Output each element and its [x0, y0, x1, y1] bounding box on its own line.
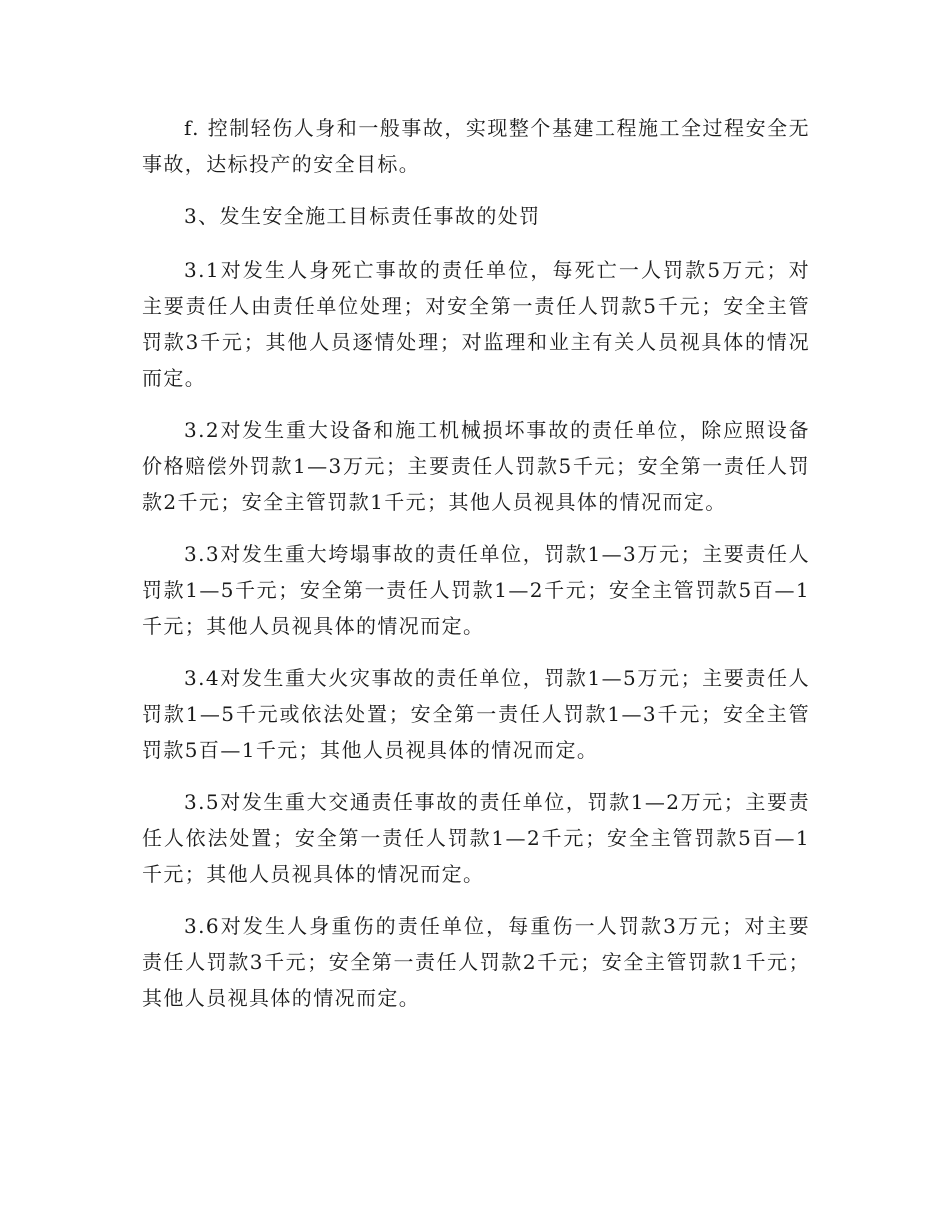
paragraph-3-4-fire-accident: 3.4对发生重大火灾事故的责任单位，罚款1—5万元；主要责任人罚款1—5千元或依法处置；安全第一责任人罚款1—3千元；安全主管罚款5百—1千元；其他人员视具体的情况而定。 — [142, 666, 810, 762]
paragraph-3-3-collapse-accident: 3.3对发生重大垮塌事故的责任单位，罚款1—3万元；主要责任人罚款1—5千元；安全第一责任人罚款1—2千元；安全主管罚款5百—1千元；其他人员视具体的情况而定。 — [142, 542, 810, 638]
paragraph-3-1-death-accident: 3.1对发生人身死亡事故的责任单位，每死亡一人罚款5万元；对主要责任人由责任单位处理；对安全第一责任人罚款5千元；安全主管罚款3千元；其他人员逐情处理；对监理和业主有关人员视具体的情况而定。 — [142, 258, 810, 390]
paragraph-safety-goal: f. 控制轻伤人身和一般事故，实现整个基建工程施工全过程安全无事故，达标投产的安全目标。 — [142, 116, 810, 176]
paragraph-3-5-traffic-accident: 3.5对发生重大交通责任事故的责任单位，罚款1—2万元；主要责任人依法处置；安全第一责任人罚款1—2千元；安全主管罚款5百—1千元；其他人员视具体的情况而定。 — [142, 790, 810, 886]
document-body — [142, 110, 810, 1032]
paragraph-3-2-equipment-damage: 3.2对发生重大设备和施工机械损坏事故的责任单位，除应照设备价格赔偿外罚款1—3万元；主要责任人罚款5千元；安全第一责任人罚款2千元；安全主管罚款1千元；其他人员视具体的情况而定。 — [142, 418, 810, 514]
section-heading-penalties: 3、发生安全施工目标责任事故的处罚 — [184, 204, 541, 228]
paragraph-3-6-serious-injury: 3.6对发生人身重伤的责任单位，每重伤一人罚款3万元；对主要责任人罚款3千元；安全第一责任人罚款2千元；安全主管罚款1千元；其他人员视具体的情况而定。 — [142, 914, 810, 1010]
